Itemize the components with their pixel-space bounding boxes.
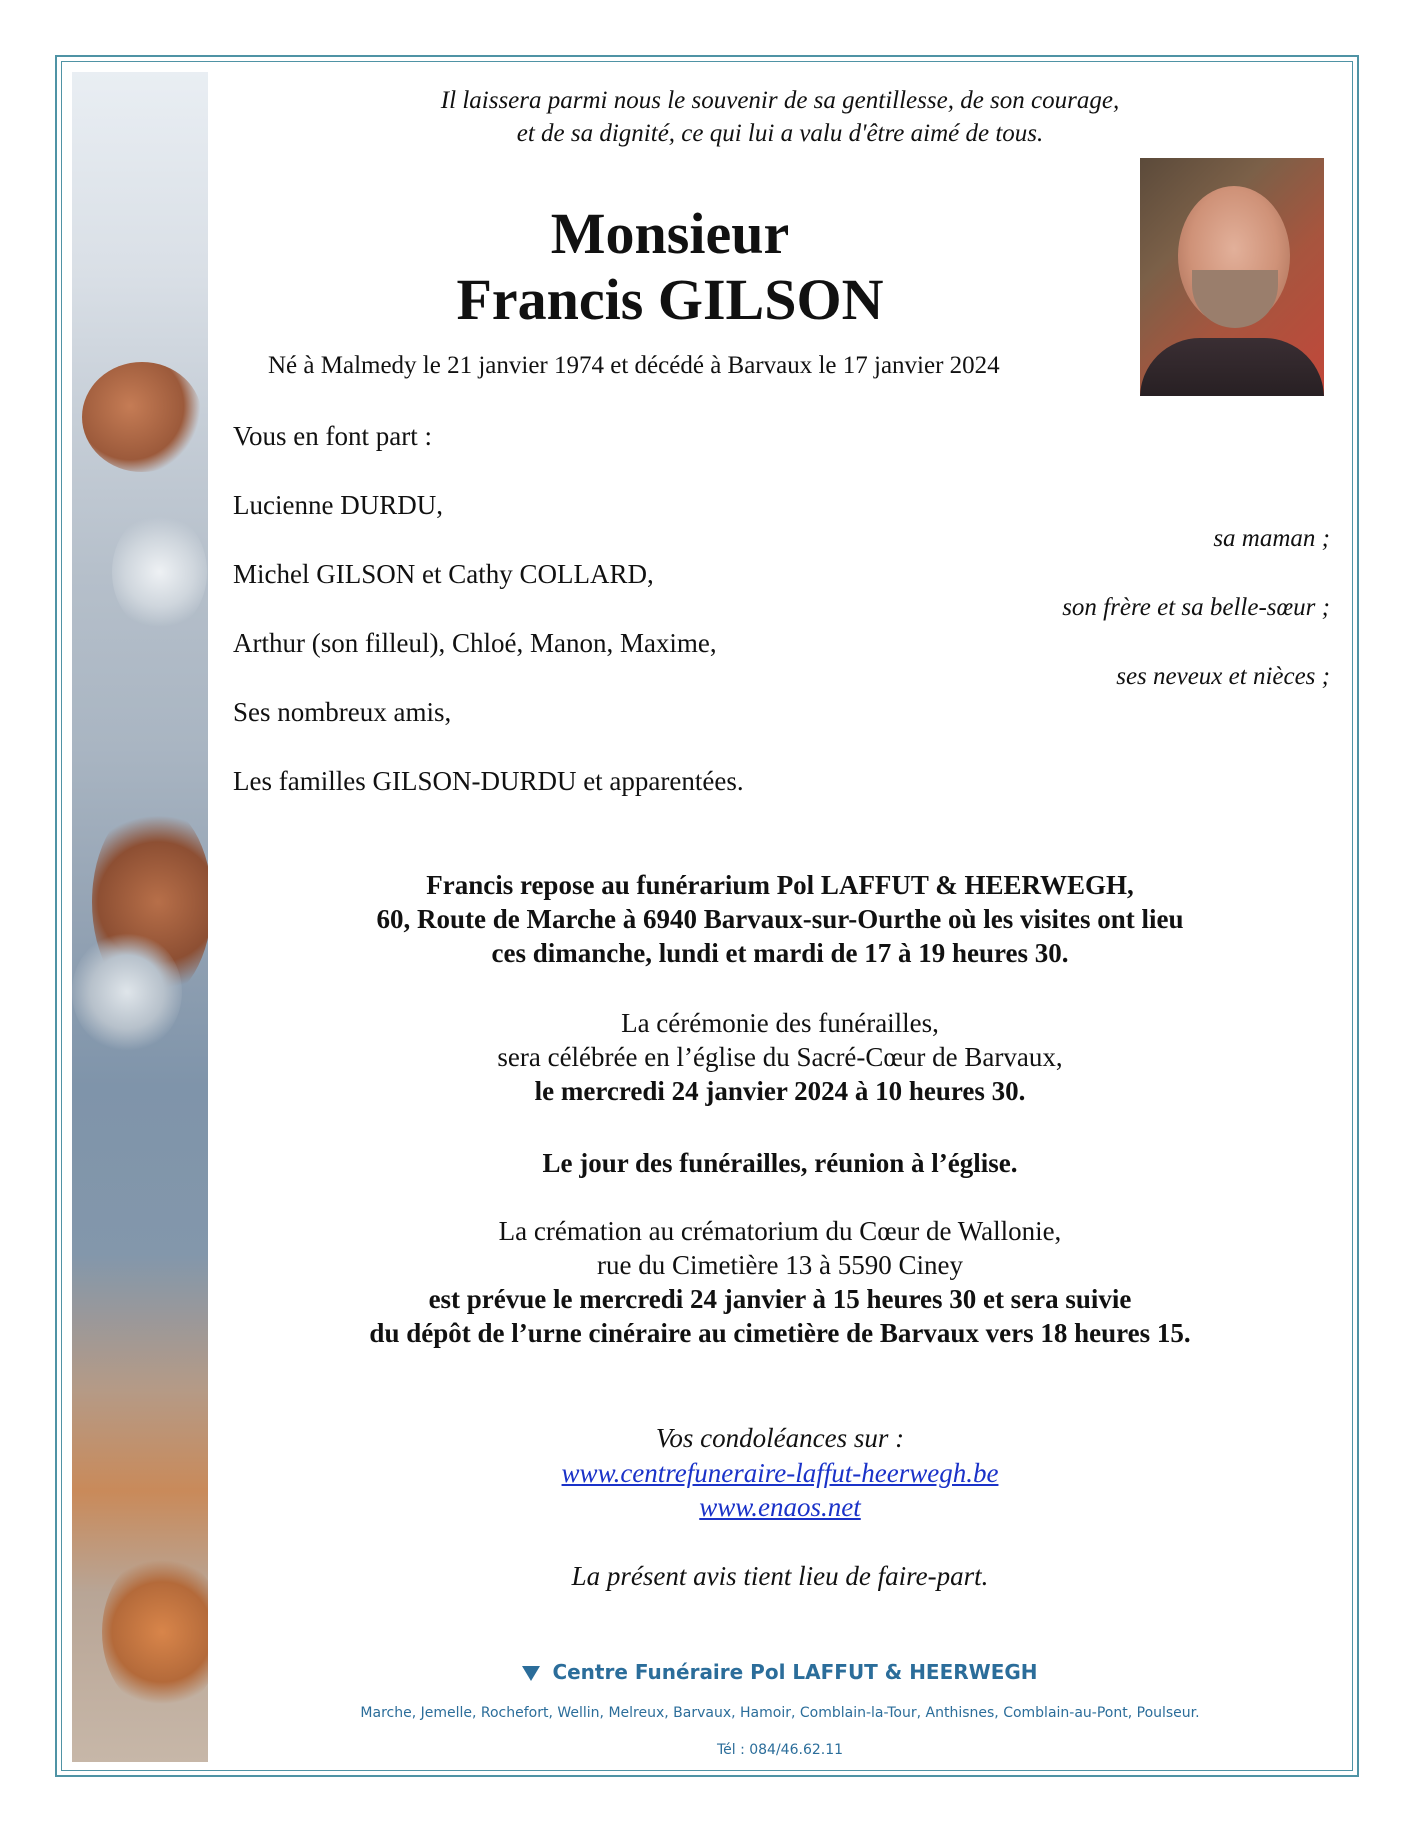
family-member: Ses nombreux amis,	[233, 697, 452, 727]
family-member: Michel GILSON et Cathy COLLARD,	[233, 559, 654, 589]
memorial-quote	[230, 84, 1330, 150]
decorative-side-photo	[72, 72, 208, 1762]
family-member: Lucienne DURDU,	[233, 490, 443, 520]
family-relation: ses neveux et nièces ;	[1116, 663, 1330, 690]
triangle-down-icon	[522, 1666, 540, 1681]
cremation-line: rue du Cimetière 13 à 5590 Ciney	[597, 1250, 963, 1280]
announcement-intro: Vous en font part :	[233, 421, 432, 451]
company-phone: Tél : 084/46.62.11	[716, 1742, 844, 1758]
notice-text: La présent avis tient lieu de faire-part.	[571, 1561, 989, 1591]
ceremony-date: le mercredi 24 janvier 2024 à 10 heures 30.	[534, 1076, 1026, 1106]
funerarium-line: ces dimanche, lundi et mardi de 17 à 19 heures 30.	[491, 938, 1069, 968]
honorific: Monsieur	[550, 201, 790, 266]
family-member: Les familles GILSON-DURDU et apparentées.	[233, 766, 744, 796]
funeral-center-link[interactable]: www.centrefuneraire-laffut-heerwegh.be	[561, 1458, 999, 1488]
funerarium-line: 60, Route de Marche à 6940 Barvaux-sur-Ourthe où les visites ont lieu	[376, 904, 1184, 934]
leaf-shape	[82, 362, 202, 472]
cremation-line: du dépôt de l’urne cinéraire au cimetière de Barvaux vers 18 heures 15.	[369, 1318, 1191, 1348]
family-relation: sa maman ;	[1213, 525, 1330, 552]
portrait-beard	[1192, 270, 1278, 328]
quote-line: et de sa dignité, ce qui lui a valu d'être aimé de tous.	[516, 120, 1044, 147]
ceremony-line: La cérémonie des funérailles,	[621, 1008, 939, 1038]
quote-line: Il laissera parmi nous le souvenir de sa gentillesse, de son courage,	[440, 87, 1120, 114]
birth-death-line: Né à Malmedy le 21 janvier 1974 et décédé à Barvaux le 17 janvier 2024	[268, 352, 1000, 379]
ice-shape	[112, 512, 207, 632]
ceremony-line: sera célébrée en l’église du Sacré-Cœur de Barvaux,	[497, 1042, 1063, 1072]
condolences-links	[230, 1456, 1330, 1524]
portrait-photo	[1140, 158, 1324, 396]
family-relation: son frère et sa belle-sœur ;	[1062, 594, 1330, 621]
leaf-shape	[102, 1552, 208, 1712]
cremation-line: La crémation au crématorium du Cœur de Wallonie,	[498, 1216, 1062, 1246]
enaos-link[interactable]: www.enaos.net	[699, 1492, 861, 1522]
ceremony-info	[230, 1006, 1330, 1108]
portrait-shirt	[1140, 338, 1324, 396]
family-member: Arthur (son filleul), Chloé, Manon, Maxime,	[233, 628, 717, 658]
condolences-label: Vos condoléances sur :	[655, 1423, 905, 1453]
meeting-info: Le jour des funérailles, réunion à l’église.	[542, 1148, 1018, 1178]
ice-shape	[72, 932, 182, 1052]
funerarium-line: Francis repose au funérarium Pol LAFFUT & HEERWEGH,	[426, 870, 1134, 900]
cremation-line: est prévue le mercredi 24 janvier à 15 heures 30 et sera suivie	[428, 1284, 1132, 1314]
company-towns: Marche, Jemelle, Rochefort, Wellin, Melreux, Barvaux, Hamoir, Comblain-la-Tour, Anthisnes, Comblain-au-Pont, Poulseur.	[360, 1705, 1200, 1721]
cremation-info	[230, 1214, 1330, 1350]
company-name	[230, 1660, 1330, 1684]
deceased-name: Francis GILSON	[456, 267, 884, 332]
funerarium-info	[230, 868, 1330, 970]
company-label: Centre Funéraire Pol LAFFUT & HEERWEGH	[552, 1660, 1038, 1684]
